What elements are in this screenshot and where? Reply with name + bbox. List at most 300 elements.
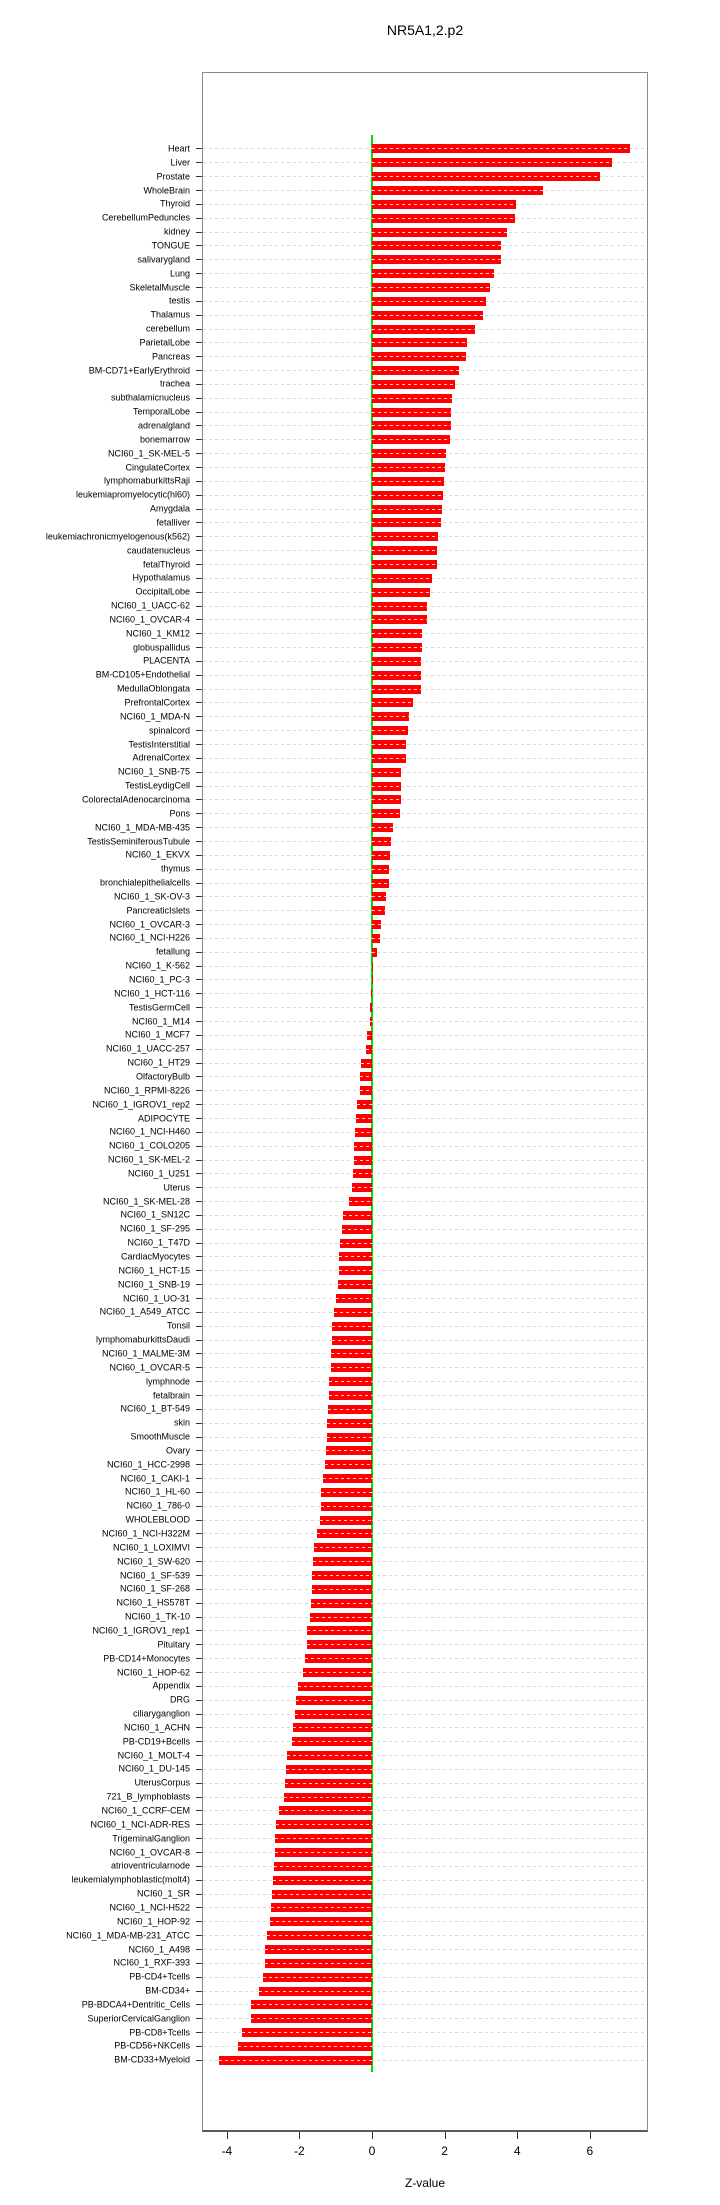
bar-row (0, 599, 720, 613)
category-label: OlfactoryBulb (135, 1071, 190, 1082)
bar-row (0, 1264, 720, 1278)
bar-grid-overlay (372, 384, 455, 385)
bar-grid-overlay (267, 1935, 372, 1936)
category-label: NCI60_1_UACC-257 (105, 1043, 190, 1054)
bar-row (0, 1901, 720, 1915)
bar-grid-overlay (372, 481, 444, 482)
bar-grid-overlay (372, 702, 413, 703)
value-bar (339, 1266, 372, 1275)
bar-row (0, 738, 720, 752)
bar-grid-overlay (296, 1700, 372, 1701)
bar-grid-overlay (372, 301, 486, 302)
bar-row (0, 1209, 720, 1223)
bar-grid-overlay (320, 1520, 372, 1521)
bar-row (0, 1652, 720, 1666)
value-bar (372, 338, 467, 347)
bar-row (0, 876, 720, 890)
y-tick (196, 370, 202, 371)
grid-line (203, 716, 647, 717)
category-label: leukemiachronicmyelogenous(k562) (45, 531, 190, 542)
y-tick (196, 1201, 202, 1202)
grid-line (203, 786, 647, 787)
grid-line (203, 1755, 647, 1756)
bar-row (0, 156, 720, 170)
value-bar (275, 1848, 372, 1857)
category-label: NCI60_1_NCI-H460 (109, 1126, 190, 1137)
y-tick (196, 1007, 202, 1008)
bar-row (0, 1499, 720, 1513)
y-tick (196, 910, 202, 911)
y-tick (196, 689, 202, 690)
bar-grid-overlay (372, 425, 451, 426)
y-tick (196, 1644, 202, 1645)
bar-grid-overlay (372, 661, 421, 662)
y-tick (196, 384, 202, 385)
bar-row (0, 1098, 720, 1112)
bar-grid-overlay (372, 398, 452, 399)
bar-grid-overlay (372, 799, 401, 800)
y-tick (196, 425, 202, 426)
value-bar (371, 989, 372, 998)
bar-grid-overlay (274, 1866, 372, 1867)
bar-grid-overlay (372, 841, 391, 842)
bar-grid-overlay (321, 1506, 372, 1507)
bar-row (0, 142, 720, 156)
y-tick (196, 439, 202, 440)
bar-grid-overlay (372, 647, 422, 648)
y-tick (196, 606, 202, 607)
bar-grid-overlay (305, 1658, 372, 1659)
bar-grid-overlay (372, 342, 467, 343)
value-bar (342, 1225, 372, 1234)
y-tick (196, 1866, 202, 1867)
category-label: Tonsil (166, 1320, 190, 1331)
bar-row (0, 710, 720, 724)
bar-row (0, 350, 720, 364)
category-label: globuspallidus (132, 642, 190, 653)
bar-row (0, 1361, 720, 1375)
y-tick (196, 232, 202, 233)
category-label: NCI60_1_ACHN (123, 1722, 190, 1733)
value-bar (311, 1599, 372, 1608)
x-tick (372, 2132, 373, 2139)
bar-row (0, 197, 720, 211)
bar-row (0, 1679, 720, 1693)
bar-row (0, 1153, 720, 1167)
y-tick (196, 1506, 202, 1507)
y-tick (196, 467, 202, 468)
grid-line (203, 1838, 647, 1839)
value-bar (372, 228, 507, 237)
bar-grid-overlay (372, 356, 466, 357)
category-label: salivarygland (137, 254, 190, 265)
value-bar (372, 906, 385, 915)
category-label: NCI60_1_SNB-19 (117, 1279, 190, 1290)
bar-row (0, 1749, 720, 1763)
grid-line (203, 1644, 647, 1645)
grid-line (203, 1810, 647, 1811)
category-label: trachea (159, 378, 190, 389)
y-tick (196, 1160, 202, 1161)
grid-line (203, 896, 647, 897)
value-bar (349, 1197, 372, 1206)
bar-row (0, 1070, 720, 1084)
bar-row (0, 1666, 720, 1680)
category-label: NCI60_1_RPMI-8226 (103, 1085, 190, 1096)
bar-row (0, 1001, 720, 1015)
bar-row (0, 959, 720, 973)
value-bar (251, 2014, 372, 2023)
bar-row (0, 1084, 720, 1098)
category-label: Pons (169, 808, 190, 819)
value-bar (372, 615, 427, 624)
bar-row (0, 1416, 720, 1430)
y-tick (196, 841, 202, 842)
bar-row (0, 1887, 720, 1901)
bar-row (0, 1693, 720, 1707)
category-label: PB-CD19+Bcells (122, 1736, 190, 1747)
y-tick (196, 218, 202, 219)
bar-row (0, 696, 720, 710)
bar-row (0, 945, 720, 959)
grid-line (203, 702, 647, 703)
value-bar (307, 1640, 372, 1649)
category-label: leukemialymphoblastic(molt4) (71, 1874, 190, 1885)
y-tick (196, 827, 202, 828)
bar-row (0, 1929, 720, 1943)
grid-line (203, 813, 647, 814)
bar-row (0, 1319, 720, 1333)
bar-row (0, 211, 720, 225)
bar-grid-overlay (334, 1312, 372, 1313)
value-bar (328, 1405, 372, 1414)
y-tick (196, 1243, 202, 1244)
value-bar (360, 1072, 372, 1081)
value-bar (270, 1917, 372, 1926)
y-tick (196, 1381, 202, 1382)
category-label: ADIPOCYTE (137, 1113, 190, 1123)
grid-line (203, 689, 647, 690)
bar-grid-overlay (307, 1630, 372, 1631)
category-label: SuperiorCervicalGanglion (87, 2013, 190, 2024)
bar-grid-overlay (372, 329, 475, 330)
grid-line (203, 869, 647, 870)
bar-row (0, 1333, 720, 1347)
bar-grid-overlay (372, 273, 494, 274)
value-bar (343, 1211, 372, 1220)
grid-line (203, 1852, 647, 1853)
y-tick (196, 855, 202, 856)
bar-grid-overlay (372, 162, 612, 163)
grid-line (203, 938, 647, 939)
grid-line (203, 1367, 647, 1368)
category-label: NCI60_1_UACC-62 (110, 600, 190, 611)
grid-line (203, 1049, 647, 1050)
bar-grid-overlay (372, 467, 445, 468)
y-tick (196, 398, 202, 399)
y-tick (196, 952, 202, 953)
value-bar (327, 1433, 372, 1442)
grid-line (203, 1090, 647, 1091)
value-bar (372, 754, 406, 763)
bar-grid-overlay (273, 1880, 372, 1881)
grid-line (203, 924, 647, 925)
bar-row (0, 890, 720, 904)
bar-grid-overlay (357, 1104, 372, 1105)
category-label: CerebellumPeduncles (101, 212, 190, 223)
value-bar (279, 1806, 372, 1815)
y-tick (196, 1672, 202, 1673)
category-label: Ovary (165, 1445, 190, 1456)
bar-row (0, 1832, 720, 1846)
bar-row (0, 1444, 720, 1458)
grid-line (203, 1063, 647, 1064)
bar-row (0, 1181, 720, 1195)
bar-row (0, 1596, 720, 1610)
bar-grid-overlay (328, 1409, 372, 1410)
y-tick (196, 2004, 202, 2005)
value-bar (372, 366, 459, 375)
y-tick (196, 1173, 202, 1174)
bar-row (0, 170, 720, 184)
value-bar (320, 1516, 372, 1525)
category-label: fetallung (155, 946, 190, 957)
grid-line (203, 799, 647, 800)
bar-row (0, 461, 720, 475)
value-bar (372, 698, 413, 707)
value-bar (356, 1114, 372, 1123)
value-bar (355, 1128, 372, 1137)
bar-row (0, 294, 720, 308)
bar-grid-overlay (298, 1686, 372, 1687)
value-bar (370, 1017, 372, 1026)
grid-line (203, 1783, 647, 1784)
value-bar (372, 712, 409, 721)
value-bar (361, 1059, 372, 1068)
grid-line (203, 1132, 647, 1133)
category-label: ColorectalAdenocarcinoma (81, 794, 190, 805)
value-bar (293, 1723, 372, 1732)
bar-row (0, 1389, 720, 1403)
category-label: TestisSeminiferousTubule (87, 836, 190, 846)
y-tick (196, 896, 202, 897)
y-tick (196, 1049, 202, 1050)
y-tick (196, 938, 202, 939)
grid-line (203, 1326, 647, 1327)
y-tick (196, 1810, 202, 1811)
bar-row (0, 1624, 720, 1638)
bar-row (0, 1790, 720, 1804)
bar-row (0, 1804, 720, 1818)
category-label: NCI60_1_HCC-2998 (106, 1459, 190, 1470)
category-label: NCI60_1_SW-620 (117, 1556, 190, 1567)
y-tick (196, 869, 202, 870)
bar-grid-overlay (312, 1575, 372, 1576)
bar-row (0, 1873, 720, 1887)
category-label: NCI60_1_SK-MEL-2 (107, 1154, 190, 1165)
bar-row (0, 1056, 720, 1070)
value-bar (372, 186, 543, 195)
bar-row (0, 2040, 720, 2054)
bar-grid-overlay (307, 1644, 372, 1645)
y-tick (196, 1021, 202, 1022)
category-label: NCI60_1_SN12C (120, 1209, 190, 1220)
category-label: MedullaOblongata (116, 683, 190, 694)
bar-row (0, 904, 720, 918)
bar-row (0, 474, 720, 488)
y-tick (196, 1797, 202, 1798)
bar-grid-overlay (372, 232, 507, 233)
grid-line (203, 1353, 647, 1354)
category-label: NCI60_1_786-0 (126, 1500, 190, 1511)
category-label: Appendix (152, 1680, 190, 1691)
value-bar (273, 1876, 372, 1885)
y-tick (196, 1118, 202, 1119)
bar-row (0, 765, 720, 779)
x-tick (590, 2132, 591, 2139)
y-tick (196, 162, 202, 163)
y-tick (196, 1104, 202, 1105)
value-bar (334, 1308, 372, 1317)
bar-row (0, 1721, 720, 1735)
bar-grid-overlay (275, 1838, 372, 1839)
value-bar (372, 740, 406, 749)
category-label: NCI60_1_IGROV1_rep1 (92, 1625, 190, 1636)
bar-row (0, 1638, 720, 1652)
value-bar (354, 1142, 372, 1151)
grid-line (203, 1866, 647, 1867)
grid-line (203, 1630, 647, 1631)
value-bar (321, 1502, 372, 1511)
bar-row (0, 419, 720, 433)
category-label: NCI60_1_U251 (127, 1168, 190, 1179)
bar-grid-overlay (327, 1437, 372, 1438)
grid-line (203, 1547, 647, 1548)
y-tick (196, 758, 202, 759)
category-label: CardiacMyocytes (120, 1251, 190, 1262)
grid-line (203, 979, 647, 980)
bar-row (0, 558, 720, 572)
bar-grid-overlay (372, 855, 390, 856)
category-label: NCI60_1_DU-145 (118, 1763, 190, 1774)
bar-grid-overlay (360, 1076, 372, 1077)
bar-row (0, 641, 720, 655)
bar-row (0, 1472, 720, 1486)
value-bar (372, 574, 432, 583)
y-tick (196, 245, 202, 246)
category-label: NCI60_1_HOP-62 (116, 1667, 190, 1677)
y-tick (196, 1187, 202, 1188)
x-tick (517, 2132, 518, 2139)
bar-grid-overlay (360, 1090, 372, 1091)
y-tick (196, 1949, 202, 1950)
y-tick (196, 1464, 202, 1465)
y-tick (196, 315, 202, 316)
bar-row (0, 308, 720, 322)
value-bar (265, 1959, 372, 1968)
bar-row (0, 1278, 720, 1292)
value-bar (372, 449, 446, 458)
value-bar (372, 782, 401, 791)
category-label: NCI60_1_CAKI-1 (120, 1473, 190, 1484)
bar-grid-overlay (372, 509, 442, 510)
x-tick (299, 2132, 300, 2139)
y-tick (196, 1963, 202, 1964)
bar-row (0, 488, 720, 502)
category-label: Prostate (156, 171, 190, 182)
value-bar (372, 532, 438, 541)
bar-grid-overlay (323, 1478, 372, 1479)
bar-grid-overlay (332, 1340, 372, 1341)
value-bar (372, 726, 408, 735)
category-label: Hypothalamus (132, 572, 190, 583)
category-label: fetalliver (156, 517, 190, 528)
y-tick (196, 1589, 202, 1590)
category-label: NCI60_1_SF-295 (119, 1223, 190, 1234)
bar-row (0, 502, 720, 516)
value-bar (312, 1585, 372, 1594)
bar-grid-overlay (265, 1963, 372, 1964)
value-bar (259, 1987, 372, 1996)
grid-line (203, 1714, 647, 1715)
x-tick-label: -2 (294, 2144, 305, 2158)
bar-row (0, 184, 720, 198)
category-label: BM-CD33+Myeloid (114, 2054, 190, 2065)
y-tick (196, 1991, 202, 1992)
y-tick (196, 2060, 202, 2061)
y-tick (196, 1977, 202, 1978)
bar-row (0, 932, 720, 946)
bar-row (0, 1763, 720, 1777)
bar-grid-overlay (372, 952, 377, 953)
y-tick (196, 536, 202, 537)
value-bar (372, 795, 401, 804)
category-label: NCI60_1_IGROV1_rep2 (92, 1099, 190, 1110)
bar-row (0, 1305, 720, 1319)
grid-line (203, 1035, 647, 1036)
bar-row (0, 1513, 720, 1527)
value-bar (372, 144, 630, 153)
grid-line (203, 1464, 647, 1465)
category-label: SkeletalMuscle (129, 282, 190, 292)
value-bar (332, 1336, 372, 1345)
y-tick (196, 1450, 202, 1451)
category-label: NCI60_1_RXF-393 (113, 1957, 190, 1968)
bar-grid-overlay (372, 439, 450, 440)
bar-grid-overlay (270, 1921, 372, 1922)
category-label: NCI60_1_MDA-MB-435 (94, 822, 190, 833)
bar-grid-overlay (367, 1035, 372, 1036)
bar-grid-overlay (370, 1021, 372, 1022)
bar-row (0, 1250, 720, 1264)
bar-grid-overlay (372, 245, 501, 246)
y-tick (196, 1700, 202, 1701)
bar-grid-overlay (339, 1256, 372, 1257)
grid-line (203, 827, 647, 828)
value-bar (372, 837, 391, 846)
bar-row (0, 1707, 720, 1721)
value-bar (329, 1391, 372, 1400)
bar-row (0, 1984, 720, 1998)
y-tick (196, 744, 202, 745)
y-tick (196, 1824, 202, 1825)
category-label: NCI60_1_NCI-H322M (101, 1528, 190, 1539)
bar-grid-overlay (327, 1423, 372, 1424)
bar-grid-overlay (372, 495, 443, 496)
bar-grid-overlay (372, 536, 438, 537)
category-label: NCI60_1_MCF7 (124, 1029, 190, 1040)
bar-row (0, 821, 720, 835)
